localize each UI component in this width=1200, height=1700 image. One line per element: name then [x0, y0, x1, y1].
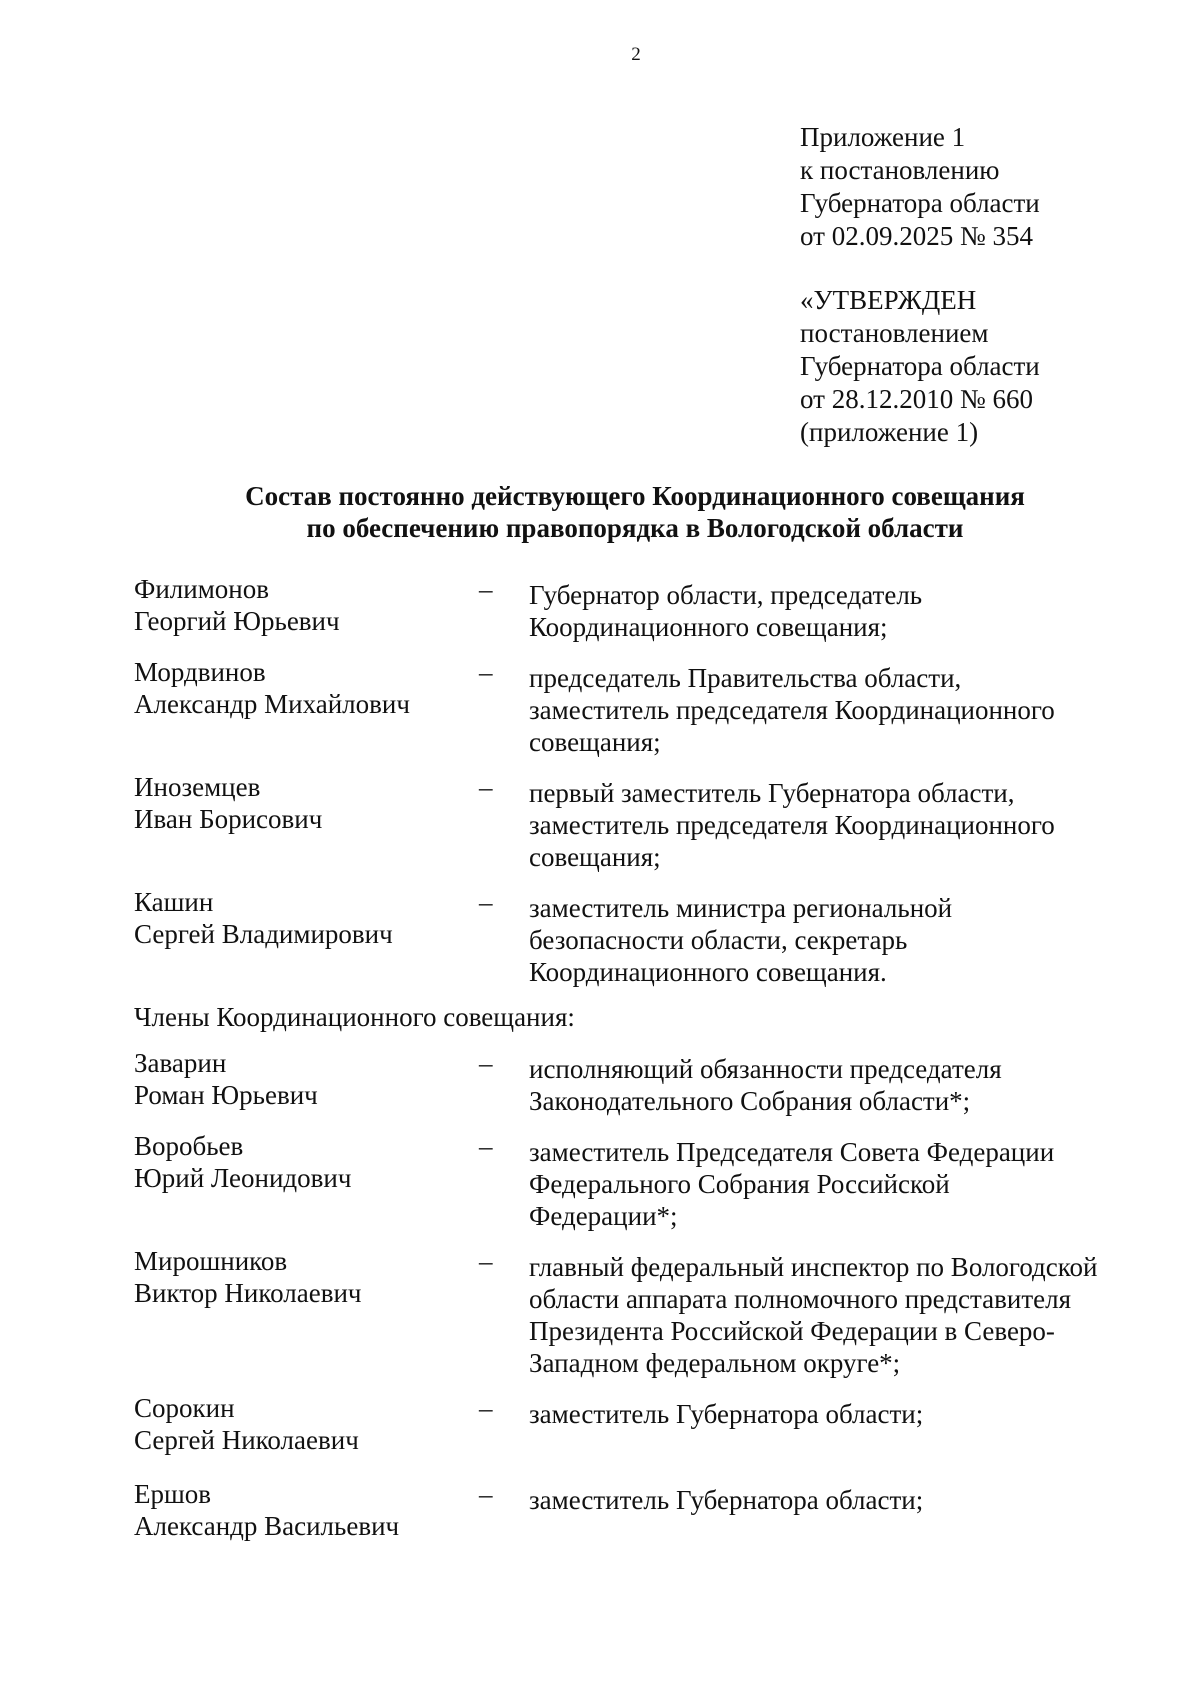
member-given-name: Сергей Николаевич: [134, 1425, 359, 1455]
title-line-2: по обеспечению правопорядка в Вологодской области: [306, 513, 964, 543]
position-line: заместитель Губернатора области;: [529, 1485, 924, 1515]
member-position: [529, 656, 1154, 758]
position-line: Федерального Собрания Российской: [529, 1169, 950, 1199]
approved-line: от 28.12.2010 № 660: [800, 384, 1033, 414]
position-line: Президента Российской Федерации в Северо-: [529, 1316, 1055, 1346]
member-entry: [134, 1130, 1154, 1232]
position-line: исполняющий обязанности председателя: [529, 1054, 1002, 1084]
position-line: заместитель Председателя Совета Федерации: [529, 1137, 1055, 1167]
member-position: [529, 886, 1154, 988]
dash-separator: –: [479, 1048, 493, 1078]
member-position: [529, 1130, 1154, 1232]
position-line: Координационного совещания;: [529, 612, 888, 642]
member-given-name: Иван Борисович: [134, 804, 323, 834]
dash-separator: –: [479, 887, 493, 917]
members-section-label: Члены Координационного совещания:: [134, 1002, 575, 1032]
member-surname: Кашин: [134, 887, 214, 917]
member-name: [134, 1245, 479, 1379]
position-line: Западном федеральном округе*;: [529, 1348, 901, 1378]
appendix-line: Приложение 1: [800, 122, 966, 152]
member-surname: Заварин: [134, 1048, 227, 1078]
position-line: совещания;: [529, 727, 661, 757]
member-entry: [134, 1478, 1154, 1542]
dash-separator: –: [479, 1246, 493, 1276]
member-name: [134, 1392, 479, 1456]
approved-line: Губернатора области: [800, 351, 1040, 381]
member-position: [529, 1245, 1154, 1379]
position-line: Губернатор области, председатель: [529, 580, 923, 610]
member-surname: Воробьев: [134, 1131, 244, 1161]
dash-separator: –: [479, 657, 493, 687]
page-number: 2: [631, 44, 641, 65]
position-line: Законодательного Собрания области*;: [529, 1086, 971, 1116]
member-position: [529, 1047, 1154, 1117]
member-surname: Мирошников: [134, 1246, 288, 1276]
title-line-1: Состав постоянно действующего Координационного совещания: [245, 481, 1025, 511]
member-given-name: Александр Васильевич: [134, 1511, 400, 1541]
member-position: [529, 1392, 1154, 1456]
member-name: [134, 886, 479, 988]
position-line: главный федеральный инспектор по Вологодской: [529, 1252, 1098, 1282]
position-line: первый заместитель Губернатора области,: [529, 778, 1015, 808]
appendix-block: [800, 121, 1180, 253]
member-name: [134, 1130, 479, 1232]
member-given-name: Юрий Леонидович: [134, 1163, 352, 1193]
approved-line: «УТВЕРЖДЕН: [800, 285, 977, 315]
dash-separator: –: [479, 1131, 493, 1161]
approved-line: постановлением: [800, 318, 989, 348]
member-surname: Ершов: [134, 1479, 212, 1509]
appendix-line: от 02.09.2025 № 354: [800, 221, 1033, 251]
member-name: [134, 771, 479, 873]
member-position: [529, 1478, 1154, 1542]
appendix-line: к постановлению: [800, 155, 1000, 185]
member-given-name: Александр Михайлович: [134, 689, 410, 719]
member-surname: Сорокин: [134, 1393, 235, 1423]
member-surname: Филимонов: [134, 574, 269, 604]
document-title: [0, 480, 1200, 544]
dash-separator: –: [479, 1479, 493, 1509]
position-line: председатель Правительства области,: [529, 663, 962, 693]
member-name: [134, 656, 479, 758]
member-entry: [134, 1392, 1154, 1456]
position-line: заместитель председателя Координационного: [529, 695, 1055, 725]
member-name: [134, 573, 479, 643]
position-line: Координационного совещания.: [529, 957, 887, 987]
member-given-name: Роман Юрьевич: [134, 1080, 318, 1110]
member-name: [134, 1478, 479, 1542]
approved-block: [800, 284, 1180, 449]
position-line: области аппарата полномочного представителя: [529, 1284, 1072, 1314]
member-entry: [134, 1245, 1154, 1379]
position-line: безопасности области, секретарь: [529, 925, 908, 955]
member-given-name: Георгий Юрьевич: [134, 606, 340, 636]
member-surname: Мордвинов: [134, 657, 266, 687]
dash-separator: –: [479, 772, 493, 802]
member-name: [134, 1047, 479, 1117]
position-line: заместитель Губернатора области;: [529, 1399, 924, 1429]
member-entry: [134, 1047, 1154, 1117]
position-line: совещания;: [529, 842, 661, 872]
position-line: заместитель министра региональной: [529, 893, 953, 923]
member-entry: [134, 573, 1154, 643]
member-given-name: Виктор Николаевич: [134, 1278, 362, 1308]
approved-line: (приложение 1): [800, 417, 979, 447]
member-entry: [134, 886, 1154, 988]
position-line: заместитель председателя Координационного: [529, 810, 1055, 840]
appendix-line: Губернатора области: [800, 188, 1040, 218]
dash-separator: –: [479, 574, 493, 604]
member-entry: [134, 656, 1154, 758]
member-surname: Иноземцев: [134, 772, 261, 802]
position-line: Федерации*;: [529, 1201, 678, 1231]
member-given-name: Сергей Владимирович: [134, 919, 393, 949]
member-position: [529, 573, 1154, 643]
composition-list: [134, 573, 1154, 1555]
dash-separator: –: [479, 1393, 493, 1423]
member-entry: [134, 771, 1154, 873]
member-position: [529, 771, 1154, 873]
